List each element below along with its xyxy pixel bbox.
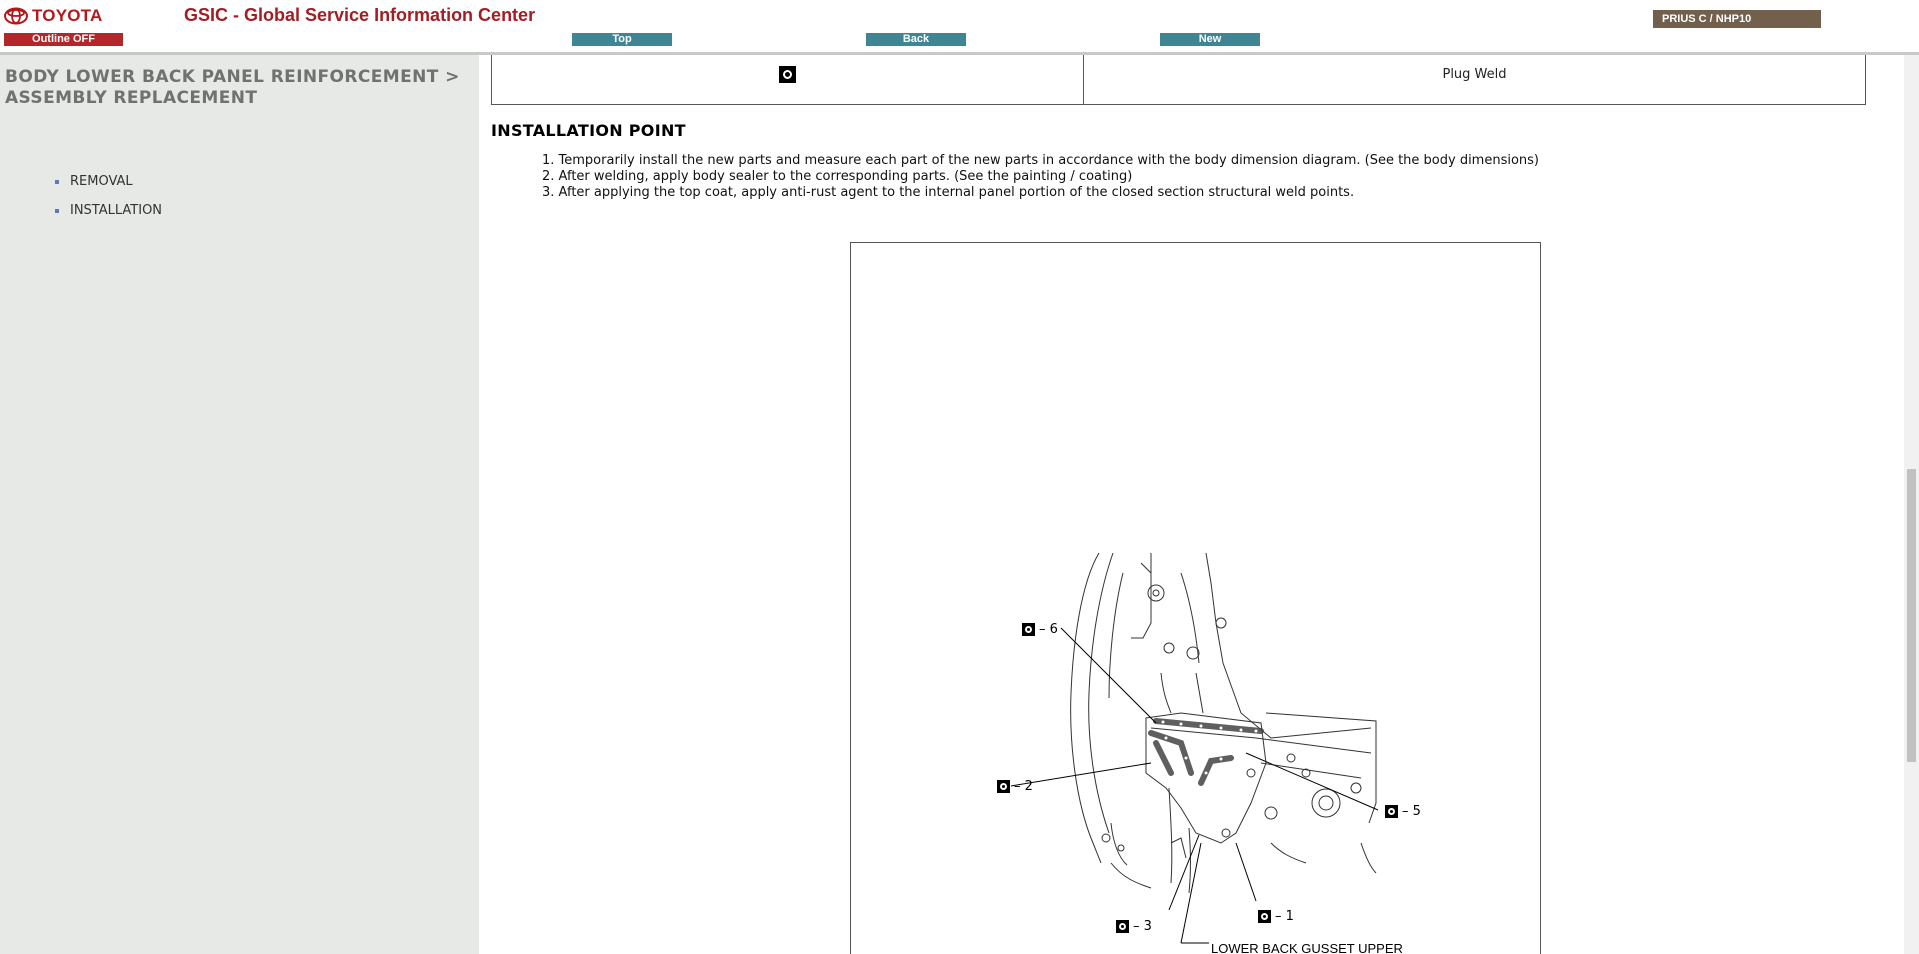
part-label: LOWER BACK GUSSET UPPER — [1211, 941, 1403, 954]
callout-label: – 5 — [1402, 804, 1421, 819]
sidebar — [0, 55, 479, 954]
callout-label: – 2 — [1014, 779, 1033, 794]
weld-point-illustration — [850, 242, 1541, 954]
body-panel-drawing — [851, 243, 1542, 954]
callout-label: – 6 — [1039, 622, 1058, 637]
plug-weld-symbol-icon — [779, 66, 796, 83]
bullet-icon — [55, 180, 59, 184]
step-item: 3. After applying the top coat, apply anti-rust agent to the internal panel portion of the closed section structural weld points. — [542, 185, 1355, 200]
logo-text: TOYOTA — [32, 6, 103, 25]
weld-callout-1 — [1258, 909, 1294, 924]
callout-label: – 1 — [1275, 909, 1294, 924]
new-button[interactable]: New — [1160, 33, 1260, 46]
sidebar-nav — [52, 174, 162, 232]
sidebar-item-removal[interactable] — [52, 174, 162, 203]
plug-weld-symbol-icon — [1116, 920, 1129, 933]
sidebar-item-installation[interactable] — [52, 203, 162, 232]
vertical-scrollbar[interactable] — [1904, 55, 1919, 954]
section-heading: INSTALLATION POINT — [491, 121, 686, 140]
sidebar-item-label[interactable]: REMOVAL — [70, 174, 133, 189]
step-item: 2. After welding, apply body sealer to the corresponding parts. (See the painting / coating) — [542, 169, 1133, 184]
sidebar-title: BODY LOWER BACK PANEL REINFORCEMENT > ASSEMBLY REPLACEMENT — [5, 67, 460, 108]
toyota-logo — [4, 5, 102, 27]
weld-callout-2 — [997, 779, 1033, 794]
top-button[interactable]: Top — [572, 33, 672, 46]
outline-toggle-button[interactable]: Outline OFF — [4, 33, 123, 46]
scrollbar-thumb[interactable] — [1907, 469, 1916, 762]
weld-callout-3 — [1116, 919, 1152, 934]
installation-steps — [542, 153, 1539, 201]
toyota-emblem-icon — [4, 7, 28, 25]
weld-callout-6 — [1022, 622, 1058, 637]
weld-callout-5 — [1385, 804, 1421, 819]
step-item: 1. Temporarily install the new parts and measure each part of the new parts in accordance with the body dimension diagram. (See the body dimensions) — [542, 153, 1540, 168]
app-title: GSIC - Global Service Information Center — [184, 5, 536, 25]
callout-label: – 3 — [1133, 919, 1152, 934]
plug-weld-symbol-icon — [1258, 910, 1271, 923]
plug-weld-symbol-icon — [1022, 623, 1035, 636]
main-content — [479, 55, 1904, 954]
bullet-icon — [55, 209, 59, 213]
vehicle-model-badge: PRIUS C / NHP10 — [1653, 10, 1821, 28]
header-bar — [0, 0, 1919, 55]
sidebar-item-label[interactable]: INSTALLATION — [70, 203, 163, 218]
weld-legend-table — [491, 55, 1866, 105]
back-button[interactable]: Back — [866, 33, 966, 46]
plug-weld-symbol-icon — [1385, 805, 1398, 818]
legend-label-cell: Plug Weld — [1442, 67, 1507, 82]
legend-symbol-cell — [492, 55, 1084, 104]
plug-weld-symbol-icon — [997, 780, 1010, 793]
